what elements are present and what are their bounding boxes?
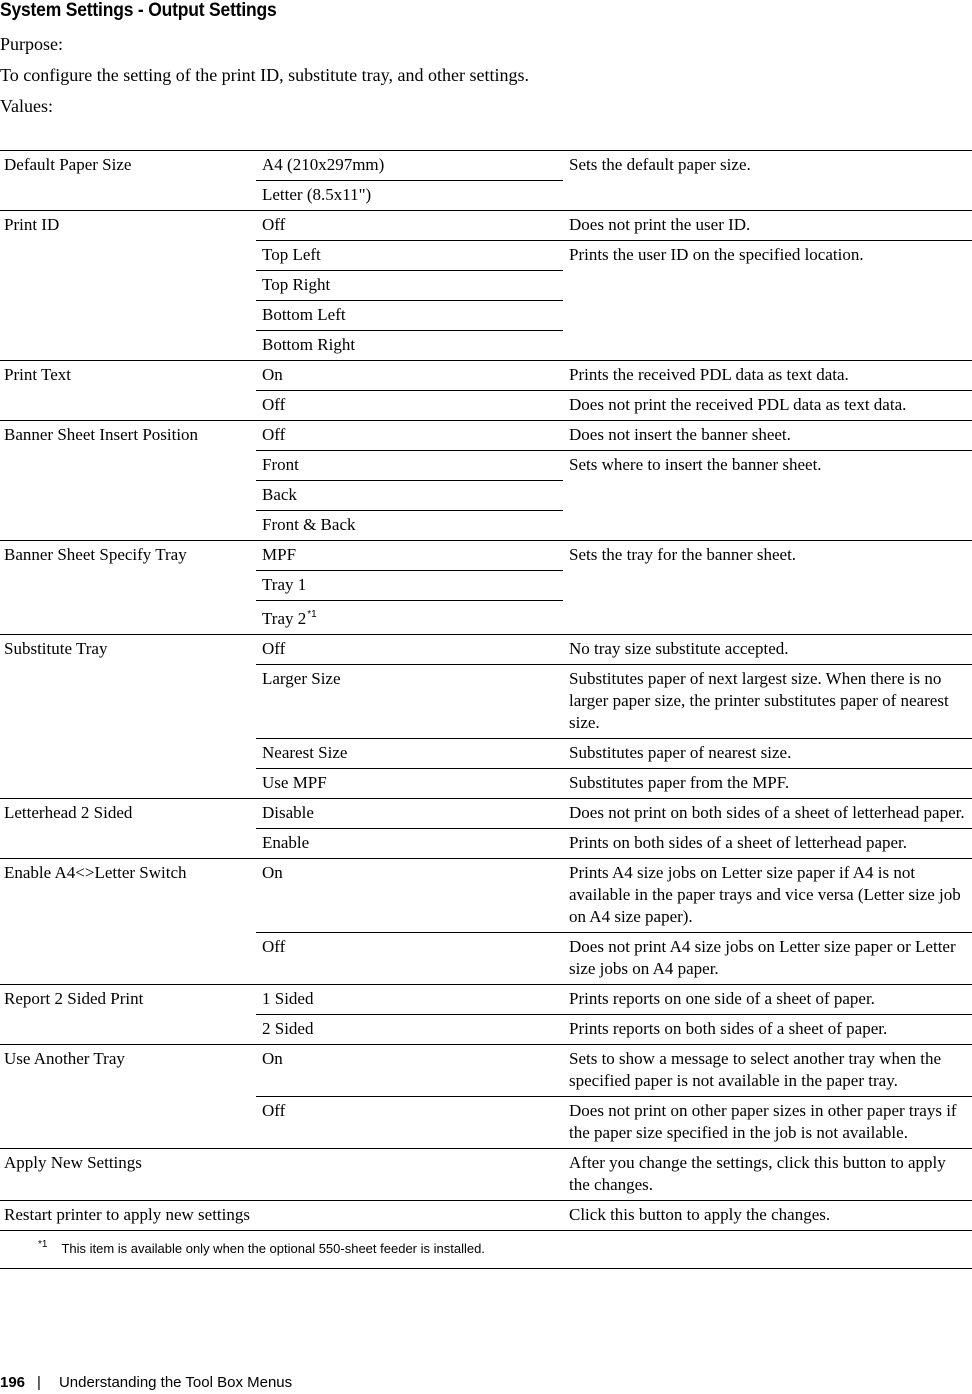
footnote-row (0, 1231, 972, 1269)
setting-value: Letter (8.5x11") (256, 181, 563, 211)
setting-value: Off (256, 391, 563, 421)
table-row (0, 859, 972, 933)
table-row (0, 1045, 972, 1097)
setting-desc: Click this button to apply the changes. (563, 1201, 972, 1231)
setting-value: Off (256, 1097, 563, 1149)
setting-name: Enable A4<>Letter Switch (0, 859, 256, 985)
setting-value: Top Left (256, 241, 563, 271)
setting-name: Letterhead 2 Sided (0, 799, 256, 859)
setting-value: On (256, 859, 563, 933)
setting-name: Print Text (0, 361, 256, 421)
setting-desc: Substitutes paper from the MPF. (563, 769, 972, 799)
setting-desc: Sets the default paper size. (563, 151, 972, 211)
setting-value: Top Right (256, 271, 563, 301)
setting-value: Front & Back (256, 511, 563, 541)
footnote-text: This item is available only when the optional 550-sheet feeder is installed. (61, 1241, 485, 1256)
setting-name: Use Another Tray (0, 1045, 256, 1149)
setting-value: Front (256, 451, 563, 481)
setting-value: On (256, 361, 563, 391)
setting-desc: Prints A4 size jobs on Letter size paper if A4 is not available in the paper trays and vice versa (Letter size job on A4 size paper). (563, 859, 972, 933)
setting-value: 1 Sided (256, 985, 563, 1015)
footnote (0, 1231, 972, 1269)
table-row (0, 1149, 972, 1201)
table-row (0, 361, 972, 391)
setting-name: Substitute Tray (0, 635, 256, 799)
setting-desc: Substitutes paper of nearest size. (563, 739, 972, 769)
page-title: System Settings - Output Settings (0, 0, 277, 21)
setting-desc: Prints on both sides of a sheet of letterhead paper. (563, 829, 972, 859)
setting-desc: Substitutes paper of next largest size. When there is no larger paper size, the printer substitutes paper of nearest size. (563, 665, 972, 739)
table-row (0, 799, 972, 829)
setting-value: Bottom Right (256, 331, 563, 361)
setting-name: Default Paper Size (0, 151, 256, 211)
setting-desc: Sets the tray for the banner sheet. (563, 541, 972, 635)
setting-value: Off (256, 421, 563, 451)
setting-desc: Sets where to insert the banner sheet. (563, 451, 972, 541)
table-row (0, 985, 972, 1015)
setting-value: A4 (210x297mm) (256, 151, 563, 181)
setting-desc: Does not insert the banner sheet. (563, 421, 972, 451)
setting-desc: Sets to show a message to select another tray when the specified paper is not available in the paper tray. (563, 1045, 972, 1097)
setting-desc: Does not print the received PDL data as text data. (563, 391, 972, 421)
table-row (0, 1201, 972, 1231)
apply-new-settings-button[interactable]: Apply New Settings (0, 1149, 563, 1201)
setting-value-cell (256, 601, 563, 635)
setting-value: Use MPF (256, 769, 563, 799)
settings-table (0, 150, 972, 1269)
setting-desc: After you change the settings, click this button to apply the changes. (563, 1149, 972, 1201)
setting-value: Tray 1 (256, 571, 563, 601)
setting-name: Report 2 Sided Print (0, 985, 256, 1045)
setting-desc: Prints reports on both sides of a sheet of paper. (563, 1015, 972, 1045)
section-title: Understanding the Tool Box Menus (58, 1374, 293, 1391)
setting-value: Bottom Left (256, 301, 563, 331)
table-row (0, 151, 972, 181)
setting-name: Print ID (0, 211, 256, 361)
purpose-label: Purpose: (0, 34, 63, 54)
values-label: Values: (0, 96, 53, 116)
setting-name: Banner Sheet Specify Tray (0, 541, 256, 635)
table-row (0, 541, 972, 571)
setting-value: MPF (256, 541, 563, 571)
page-footer (0, 1374, 292, 1391)
setting-value: On (256, 1045, 563, 1097)
setting-value: Disable (256, 799, 563, 829)
setting-desc: Does not print on other paper sizes in other paper trays if the paper size specified in the job is not available. (563, 1097, 972, 1149)
footnote-marker: *1 (307, 609, 317, 620)
setting-value: Back (256, 481, 563, 511)
setting-name: Banner Sheet Insert Position (0, 421, 256, 541)
setting-value: Enable (256, 829, 563, 859)
setting-value: Larger Size (256, 665, 563, 739)
setting-desc: Does not print on both sides of a sheet of letterhead paper. (563, 799, 972, 829)
setting-desc: Prints reports on one side of a sheet of paper. (563, 985, 972, 1015)
setting-value: Tray 2 (262, 609, 307, 628)
setting-desc: Prints the user ID on the specified location. (563, 241, 972, 361)
purpose-text: To configure the setting of the print ID, substitute tray, and other settings. (0, 65, 529, 85)
table-row (0, 421, 972, 451)
page-number: 196 (0, 1374, 26, 1391)
setting-desc: No tray size substitute accepted. (563, 635, 972, 665)
setting-value: Off (256, 635, 563, 665)
setting-value: Nearest Size (256, 739, 563, 769)
setting-desc: Does not print A4 size jobs on Letter size paper or Letter size jobs on A4 paper. (563, 933, 972, 985)
setting-value: Off (256, 933, 563, 985)
setting-value: Off (256, 211, 563, 241)
restart-printer-button[interactable]: Restart printer to apply new settings (0, 1201, 563, 1231)
setting-desc: Does not print the user ID. (563, 211, 972, 241)
setting-desc: Prints the received PDL data as text data. (563, 361, 972, 391)
table-row (0, 635, 972, 665)
setting-value: 2 Sided (256, 1015, 563, 1045)
footer-separator: | (37, 1374, 41, 1391)
table-row (0, 211, 972, 241)
footnote-marker: *1 (38, 1239, 48, 1250)
